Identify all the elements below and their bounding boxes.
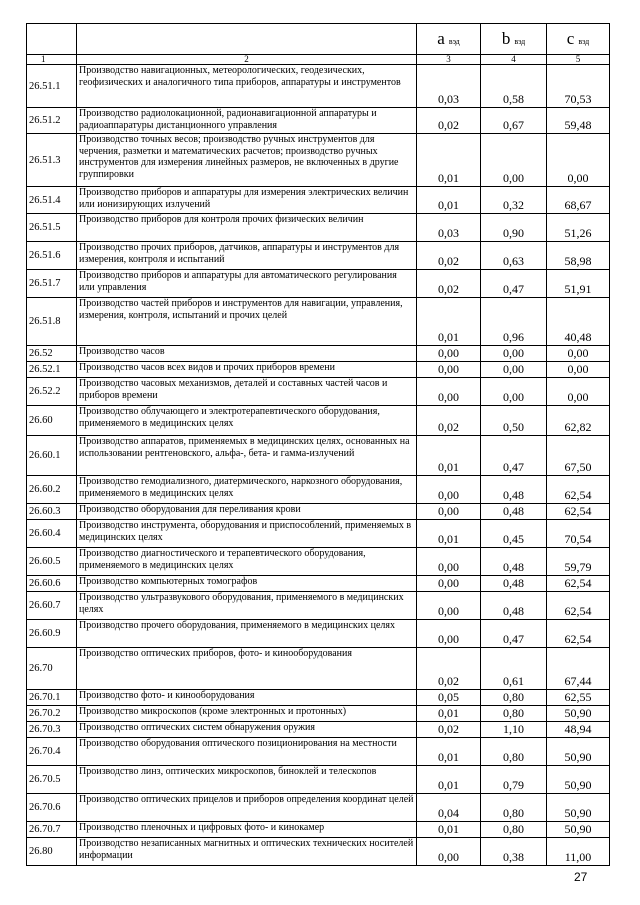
row-b-value: 0,00: [481, 362, 547, 378]
page-number: 27: [574, 870, 588, 884]
header-c-cell: c вэд: [547, 24, 610, 55]
row-name: Производство аппаратов, применяемых в медицинских целях, основанных на использовании рентгеновского, альфа-, бета- и гамма-излучений: [77, 436, 417, 476]
column-number: 1: [27, 55, 77, 65]
column-number: 4: [481, 55, 547, 65]
header-row: [27, 24, 610, 55]
row-code: 26.70.5: [27, 766, 77, 794]
row-a-value: 0,02: [417, 648, 481, 690]
table-row: [27, 706, 610, 722]
table-row: [27, 690, 610, 706]
row-c-value: 68,67: [547, 187, 610, 214]
row-c-value: 50,90: [547, 738, 610, 766]
row-b-value: 0,47: [481, 620, 547, 648]
table-row: [27, 592, 610, 620]
row-c-value: 50,90: [547, 794, 610, 822]
table-row: [27, 187, 610, 214]
row-code: 26.51.3: [27, 134, 77, 187]
table-row: [27, 362, 610, 378]
row-code: 26.60.4: [27, 520, 77, 548]
row-c-value: 11,00: [547, 838, 610, 866]
row-name: Производство часовых механизмов, деталей и составных частей часов и приборов времени: [77, 378, 417, 406]
row-b-value: 0,00: [481, 378, 547, 406]
row-name: Производство инструмента, оборудования и приспособлений, применяемых в медицинских целях: [77, 520, 417, 548]
table-row: [27, 648, 610, 690]
row-c-value: 0,00: [547, 362, 610, 378]
row-name: Производство диагностического и терапевтического оборудования, применяемого в медицинских целях: [77, 548, 417, 576]
row-name: Производство навигационных, метеорологических, геодезических, геофизических и аналогичного типа приборов, аппаратуры и инструментов: [77, 65, 417, 108]
row-a-value: 0,02: [417, 242, 481, 270]
table-row: [27, 134, 610, 187]
row-c-value: 50,90: [547, 706, 610, 722]
row-a-value: 0,01: [417, 298, 481, 346]
row-name: Производство пленочных и цифровых фото- и кинокамер: [77, 822, 417, 838]
table-row: [27, 794, 610, 822]
row-a-value: 0,00: [417, 362, 481, 378]
row-b-value: 0,90: [481, 214, 547, 242]
table-row: [27, 242, 610, 270]
row-b-value: 0,48: [481, 576, 547, 592]
table-row: [27, 108, 610, 134]
row-code: 26.51.7: [27, 270, 77, 298]
row-name: Производство гемодиализного, диатермического, наркозного оборудования, применяемого в медицинских целях: [77, 476, 417, 504]
row-a-value: 0,01: [417, 738, 481, 766]
table-row: [27, 65, 610, 108]
row-a-value: 0,01: [417, 822, 481, 838]
table-row: [27, 270, 610, 298]
row-name: Производство приборов для контроля прочих физических величин: [77, 214, 417, 242]
row-a-value: 0,04: [417, 794, 481, 822]
row-a-value: 0,02: [417, 406, 481, 436]
row-b-value: 0,80: [481, 690, 547, 706]
row-b-value: 0,47: [481, 270, 547, 298]
table-row: [27, 346, 610, 362]
row-b-value: 0,48: [481, 476, 547, 504]
row-name: Производство часов: [77, 346, 417, 362]
row-name: Производство точных весов; производство ручных инструментов для черчения, разметки и математических расчетов; производство ручных инструментов для измерения линейных размеров, не включенных в другие группировки: [77, 134, 417, 187]
row-c-value: 0,00: [547, 346, 610, 362]
row-c-value: 62,54: [547, 476, 610, 504]
row-name: Производство оборудования для переливания крови: [77, 504, 417, 520]
row-b-value: 0,38: [481, 838, 547, 866]
table-row: [27, 436, 610, 476]
row-b-value: 0,48: [481, 548, 547, 576]
row-name: Производство микроскопов (кроме электронных и протонных): [77, 706, 417, 722]
row-a-value: 0,02: [417, 108, 481, 134]
table-row: [27, 738, 610, 766]
row-c-value: 59,79: [547, 548, 610, 576]
column-number: 2: [77, 55, 417, 65]
row-a-value: 0,01: [417, 706, 481, 722]
row-name: Производство прочего оборудования, применяемого в медицинских целях: [77, 620, 417, 648]
row-code: 26.70.3: [27, 722, 77, 738]
row-c-value: 50,90: [547, 822, 610, 838]
row-code: 26.51.2: [27, 108, 77, 134]
row-b-value: 0,79: [481, 766, 547, 794]
row-code: 26.51.8: [27, 298, 77, 346]
row-a-value: 0,00: [417, 504, 481, 520]
column-number-row: [27, 55, 610, 65]
row-code: 26.52.1: [27, 362, 77, 378]
row-a-value: 0,02: [417, 722, 481, 738]
row-code: 26.51.4: [27, 187, 77, 214]
row-c-value: 51,26: [547, 214, 610, 242]
row-a-value: 0,01: [417, 134, 481, 187]
row-a-value: 0,03: [417, 214, 481, 242]
row-c-value: 50,90: [547, 766, 610, 794]
row-c-value: 62,54: [547, 592, 610, 620]
row-code: 26.60.5: [27, 548, 77, 576]
row-b-value: 0,61: [481, 648, 547, 690]
row-b-value: 0,67: [481, 108, 547, 134]
row-c-value: 67,44: [547, 648, 610, 690]
row-b-value: 0,00: [481, 134, 547, 187]
table-row: [27, 548, 610, 576]
row-b-value: 0,48: [481, 592, 547, 620]
row-a-value: 0,01: [417, 187, 481, 214]
coefficients-table: [26, 23, 610, 866]
row-b-value: 0,47: [481, 436, 547, 476]
row-name: Производство компьютерных томографов: [77, 576, 417, 592]
row-b-value: 0,80: [481, 794, 547, 822]
row-b-value: 0,45: [481, 520, 547, 548]
row-c-value: 0,00: [547, 378, 610, 406]
row-c-value: 40,48: [547, 298, 610, 346]
row-b-value: 0,58: [481, 65, 547, 108]
row-c-value: 58,98: [547, 242, 610, 270]
row-c-value: 67,50: [547, 436, 610, 476]
row-code: 26.70.7: [27, 822, 77, 838]
row-a-value: 0,02: [417, 270, 481, 298]
row-name: Производство оборудования оптического позиционирования на местности: [77, 738, 417, 766]
row-name: Производство фото- и кинооборудования: [77, 690, 417, 706]
row-b-value: 0,80: [481, 706, 547, 722]
row-name: Производство незаписанных магнитных и оптических технических носителей информации: [77, 838, 417, 866]
row-c-value: 62,54: [547, 576, 610, 592]
row-code: 26.70.1: [27, 690, 77, 706]
row-name: Производство приборов и аппаратуры для автоматического регулирования или управления: [77, 270, 417, 298]
row-name: Производство приборов и аппаратуры для измерения электрических величин или ионизирующих излучений: [77, 187, 417, 214]
row-a-value: 0,00: [417, 838, 481, 866]
table-row: [27, 838, 610, 866]
row-name: Производство оптических прицелов и приборов определения координат целей: [77, 794, 417, 822]
header-b-cell: b вэд: [481, 24, 547, 55]
row-code: 26.52: [27, 346, 77, 362]
row-a-value: 0,01: [417, 766, 481, 794]
column-number: 5: [547, 55, 610, 65]
row-c-value: 62,54: [547, 504, 610, 520]
row-code: 26.60.3: [27, 504, 77, 520]
row-c-value: 70,53: [547, 65, 610, 108]
row-b-value: 0,32: [481, 187, 547, 214]
row-b-value: 0,63: [481, 242, 547, 270]
row-code: 26.60.7: [27, 592, 77, 620]
table-row: [27, 620, 610, 648]
row-a-value: 0,01: [417, 436, 481, 476]
row-b-value: 0,00: [481, 346, 547, 362]
row-c-value: 59,48: [547, 108, 610, 134]
row-c-value: 62,54: [547, 620, 610, 648]
row-b-value: 0,96: [481, 298, 547, 346]
row-a-value: 0,00: [417, 592, 481, 620]
row-code: 26.70.4: [27, 738, 77, 766]
row-a-value: 0,03: [417, 65, 481, 108]
table-row: [27, 378, 610, 406]
row-c-value: 62,82: [547, 406, 610, 436]
row-code: 26.51.5: [27, 214, 77, 242]
row-code: 26.60.6: [27, 576, 77, 592]
row-a-value: 0,00: [417, 346, 481, 362]
row-name: Производство оптических систем обнаружения оружия: [77, 722, 417, 738]
column-number: 3: [417, 55, 481, 65]
row-code: 26.60.9: [27, 620, 77, 648]
header-code-cell: [27, 24, 77, 55]
row-name: Производство линз, оптических микроскопов, биноклей и телескопов: [77, 766, 417, 794]
row-code: 26.60.1: [27, 436, 77, 476]
table-row: [27, 214, 610, 242]
row-code: 26.51.6: [27, 242, 77, 270]
row-a-value: 0,05: [417, 690, 481, 706]
row-code: 26.60.2: [27, 476, 77, 504]
row-c-value: 62,55: [547, 690, 610, 706]
row-a-value: 0,01: [417, 520, 481, 548]
row-code: 26.70: [27, 648, 77, 690]
table-row: [27, 476, 610, 504]
table-row: [27, 504, 610, 520]
row-name: Производство прочих приборов, датчиков, аппаратуры и инструментов для измерения, контроля и испытаний: [77, 242, 417, 270]
row-name: Производство часов всех видов и прочих приборов времени: [77, 362, 417, 378]
table-row: [27, 576, 610, 592]
row-code: 26.60: [27, 406, 77, 436]
row-code: 26.80: [27, 838, 77, 866]
table-row: [27, 298, 610, 346]
row-code: 26.51.1: [27, 65, 77, 108]
header-a-cell: a вэд: [417, 24, 481, 55]
row-name: Производство облучающего и электротерапевтического оборудования, применяемого в медицинских целях: [77, 406, 417, 436]
row-c-value: 48,94: [547, 722, 610, 738]
row-a-value: 0,00: [417, 378, 481, 406]
table-row: [27, 822, 610, 838]
row-b-value: 1,10: [481, 722, 547, 738]
row-b-value: 0,48: [481, 504, 547, 520]
row-c-value: 51,91: [547, 270, 610, 298]
row-code: 26.70.6: [27, 794, 77, 822]
row-name: Производство оптических приборов, фото- и кинооборудования: [77, 648, 417, 690]
header-name-cell: [77, 24, 417, 55]
row-c-value: 0,00: [547, 134, 610, 187]
row-a-value: 0,00: [417, 548, 481, 576]
table-row: [27, 520, 610, 548]
table-row: [27, 766, 610, 794]
row-a-value: 0,00: [417, 476, 481, 504]
row-name: Производство частей приборов и инструментов для навигации, управления, измерения, контроля, испытаний и прочих целей: [77, 298, 417, 346]
row-code: 26.70.2: [27, 706, 77, 722]
table-row: [27, 406, 610, 436]
row-b-value: 0,50: [481, 406, 547, 436]
row-c-value: 70,54: [547, 520, 610, 548]
row-name: Производство радиолокационной, радионавигационной аппаратуры и радиоаппаратуры дистанционного управления: [77, 108, 417, 134]
table-row: [27, 722, 610, 738]
row-b-value: 0,80: [481, 822, 547, 838]
row-a-value: 0,00: [417, 620, 481, 648]
row-b-value: 0,80: [481, 738, 547, 766]
row-code: 26.52.2: [27, 378, 77, 406]
row-name: Производство ультразвукового оборудования, применяемого в медицинских целях: [77, 592, 417, 620]
row-a-value: 0,00: [417, 576, 481, 592]
